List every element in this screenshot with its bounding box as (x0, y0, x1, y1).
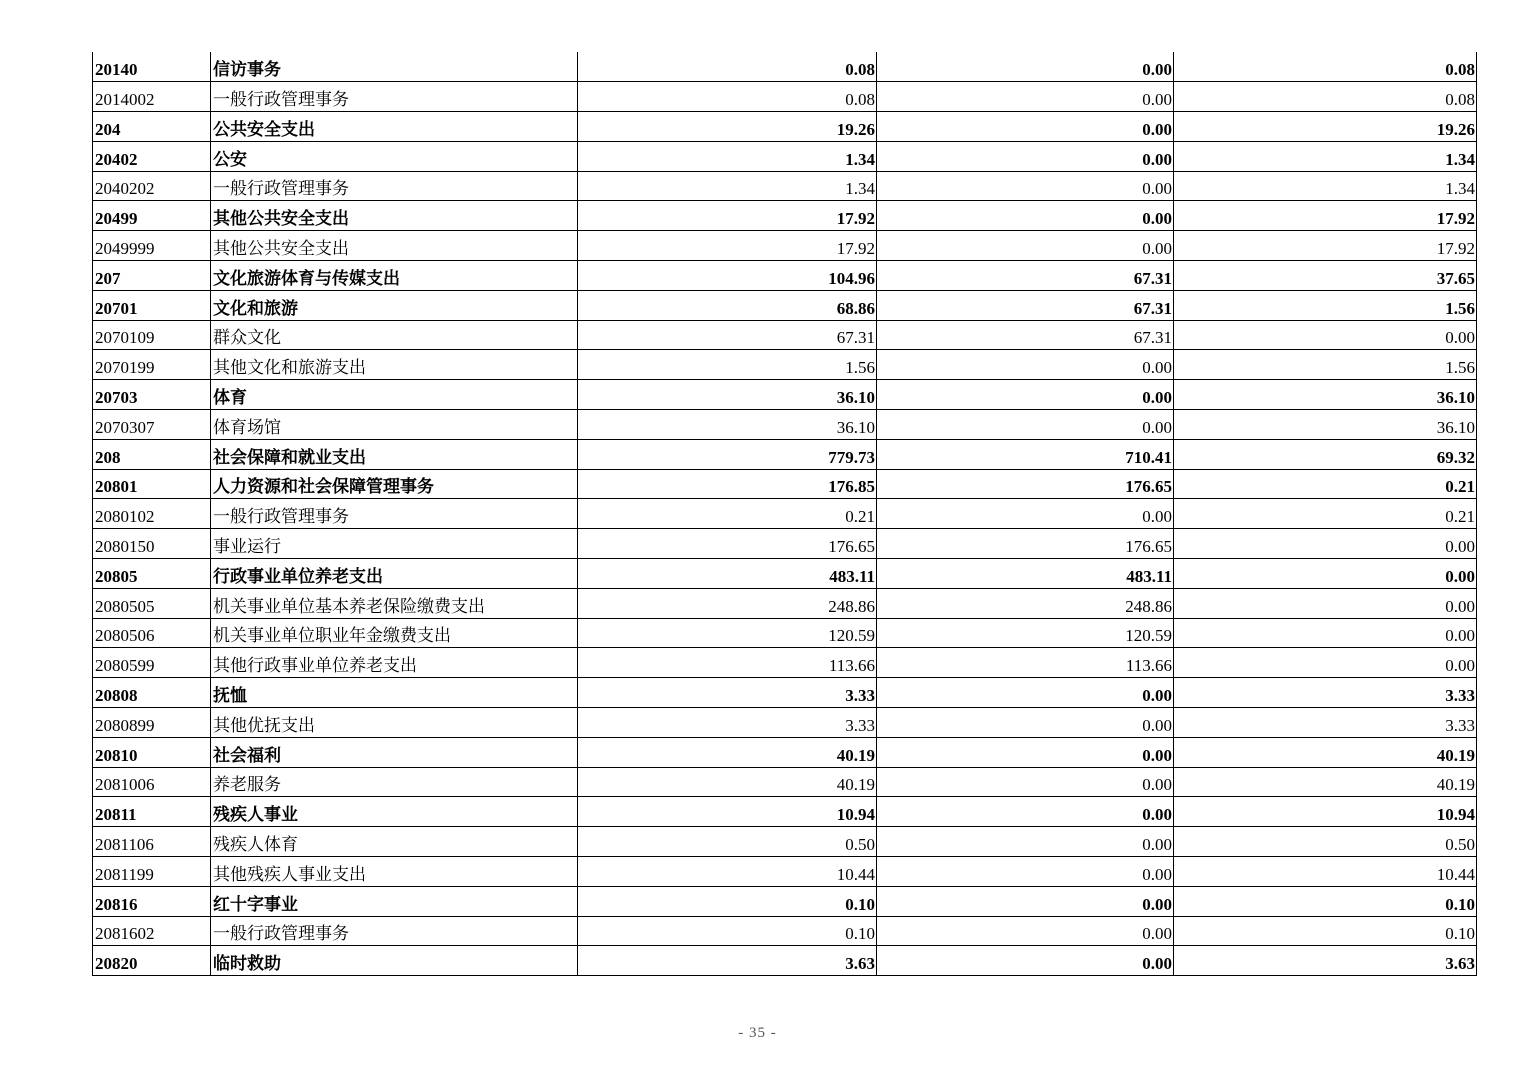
cell-name: 养老服务 (211, 767, 578, 797)
cell-basic: 0.00 (877, 886, 1174, 916)
cell-project: 0.00 (1174, 618, 1477, 648)
cell-code: 204 (93, 112, 211, 142)
cell-basic: 0.00 (877, 231, 1174, 261)
table-row (93, 916, 1477, 946)
table-row (93, 350, 1477, 380)
table-row (93, 946, 1477, 976)
cell-code: 208 (93, 439, 211, 469)
cell-total: 779.73 (578, 439, 877, 469)
cell-total: 113.66 (578, 648, 877, 678)
cell-total: 40.19 (578, 737, 877, 767)
cell-name: 体育场馆 (211, 410, 578, 440)
cell-total: 0.10 (578, 916, 877, 946)
cell-total: 68.86 (578, 290, 877, 320)
cell-code: 2070109 (93, 320, 211, 350)
cell-code: 20703 (93, 380, 211, 410)
cell-project: 69.32 (1174, 439, 1477, 469)
cell-basic: 0.00 (877, 380, 1174, 410)
cell-basic: 0.00 (877, 112, 1174, 142)
cell-project: 3.63 (1174, 946, 1477, 976)
cell-code: 20808 (93, 678, 211, 708)
cell-project: 0.10 (1174, 916, 1477, 946)
table-row (93, 469, 1477, 499)
cell-name: 文化旅游体育与传媒支出 (211, 261, 578, 291)
cell-total: 67.31 (578, 320, 877, 350)
cell-total: 104.96 (578, 261, 877, 291)
cell-total: 17.92 (578, 201, 877, 231)
cell-name: 其他残疾人事业支出 (211, 857, 578, 887)
cell-name: 事业运行 (211, 529, 578, 559)
cell-code: 20499 (93, 201, 211, 231)
cell-name: 公共安全支出 (211, 112, 578, 142)
cell-project: 17.92 (1174, 231, 1477, 261)
cell-basic: 0.00 (877, 857, 1174, 887)
cell-basic: 0.00 (877, 767, 1174, 797)
cell-name: 社会福利 (211, 737, 578, 767)
cell-basic: 67.31 (877, 320, 1174, 350)
cell-total: 19.26 (578, 112, 877, 142)
cell-code: 2081602 (93, 916, 211, 946)
cell-name: 其他文化和旅游支出 (211, 350, 578, 380)
cell-total: 120.59 (578, 618, 877, 648)
cell-total: 1.34 (578, 171, 877, 201)
table-row (93, 588, 1477, 618)
table-row (93, 529, 1477, 559)
table-row (93, 857, 1477, 887)
table-row (93, 618, 1477, 648)
cell-name: 其他公共安全支出 (211, 201, 578, 231)
cell-code: 2081006 (93, 767, 211, 797)
cell-name: 其他优抚支出 (211, 708, 578, 738)
cell-project: 0.21 (1174, 469, 1477, 499)
cell-basic: 0.00 (877, 946, 1174, 976)
cell-name: 红十字事业 (211, 886, 578, 916)
cell-code: 2080102 (93, 499, 211, 529)
cell-basic: 483.11 (877, 559, 1174, 589)
cell-basic: 0.00 (877, 52, 1174, 82)
cell-code: 20701 (93, 290, 211, 320)
cell-project: 0.21 (1174, 499, 1477, 529)
cell-total: 483.11 (578, 559, 877, 589)
cell-code: 2080150 (93, 529, 211, 559)
cell-project: 0.00 (1174, 320, 1477, 350)
cell-total: 0.10 (578, 886, 877, 916)
cell-code: 2080899 (93, 708, 211, 738)
table-row (93, 648, 1477, 678)
cell-name: 机关事业单位基本养老保险缴费支出 (211, 588, 578, 618)
cell-name: 群众文化 (211, 320, 578, 350)
table-row (93, 499, 1477, 529)
cell-name: 一般行政管理事务 (211, 916, 578, 946)
cell-project: 1.56 (1174, 290, 1477, 320)
cell-basic: 0.00 (877, 708, 1174, 738)
cell-basic: 176.65 (877, 529, 1174, 559)
cell-project: 0.08 (1174, 52, 1477, 82)
cell-code: 2081106 (93, 827, 211, 857)
cell-project: 40.19 (1174, 737, 1477, 767)
table-row (93, 290, 1477, 320)
cell-project: 0.00 (1174, 559, 1477, 589)
budget-table (92, 52, 1477, 976)
table-row (93, 708, 1477, 738)
table-row (93, 797, 1477, 827)
cell-code: 2080599 (93, 648, 211, 678)
cell-project: 0.00 (1174, 529, 1477, 559)
cell-basic: 67.31 (877, 261, 1174, 291)
cell-total: 36.10 (578, 380, 877, 410)
table-row (93, 52, 1477, 82)
table-body (93, 52, 1477, 976)
table-row (93, 171, 1477, 201)
cell-name: 其他行政事业单位养老支出 (211, 648, 578, 678)
table-row (93, 380, 1477, 410)
table-row (93, 320, 1477, 350)
cell-name: 一般行政管理事务 (211, 171, 578, 201)
cell-basic: 710.41 (877, 439, 1174, 469)
cell-code: 2070199 (93, 350, 211, 380)
page-number: - 35 - (738, 1025, 777, 1041)
cell-project: 3.33 (1174, 678, 1477, 708)
cell-project: 37.65 (1174, 261, 1477, 291)
cell-basic: 0.00 (877, 499, 1174, 529)
cell-code: 20811 (93, 797, 211, 827)
cell-basic: 176.65 (877, 469, 1174, 499)
cell-total: 0.08 (578, 52, 877, 82)
table-row (93, 141, 1477, 171)
cell-total: 10.44 (578, 857, 877, 887)
cell-basic: 0.00 (877, 171, 1174, 201)
table-row (93, 82, 1477, 112)
cell-code: 2014002 (93, 82, 211, 112)
cell-basic: 0.00 (877, 797, 1174, 827)
cell-code: 2049999 (93, 231, 211, 261)
cell-basic: 67.31 (877, 290, 1174, 320)
cell-name: 行政事业单位养老支出 (211, 559, 578, 589)
cell-project: 0.50 (1174, 827, 1477, 857)
cell-total: 176.85 (578, 469, 877, 499)
cell-total: 36.10 (578, 410, 877, 440)
cell-basic: 0.00 (877, 82, 1174, 112)
cell-total: 0.08 (578, 82, 877, 112)
cell-code: 2040202 (93, 171, 211, 201)
cell-name: 残疾人体育 (211, 827, 578, 857)
cell-total: 1.34 (578, 141, 877, 171)
cell-total: 3.33 (578, 678, 877, 708)
table-row (93, 827, 1477, 857)
table-row (93, 410, 1477, 440)
cell-code: 207 (93, 261, 211, 291)
cell-basic: 0.00 (877, 827, 1174, 857)
cell-name: 残疾人事业 (211, 797, 578, 827)
cell-total: 10.94 (578, 797, 877, 827)
cell-basic: 113.66 (877, 648, 1174, 678)
cell-basic: 0.00 (877, 350, 1174, 380)
cell-project: 19.26 (1174, 112, 1477, 142)
cell-code: 2070307 (93, 410, 211, 440)
cell-total: 40.19 (578, 767, 877, 797)
cell-name: 体育 (211, 380, 578, 410)
cell-total: 0.21 (578, 499, 877, 529)
cell-basic: 0.00 (877, 737, 1174, 767)
budget-table-container (92, 52, 1476, 976)
cell-code: 2080506 (93, 618, 211, 648)
table-row (93, 261, 1477, 291)
cell-name: 公安 (211, 141, 578, 171)
cell-name: 信访事务 (211, 52, 578, 82)
cell-basic: 248.86 (877, 588, 1174, 618)
cell-total: 176.65 (578, 529, 877, 559)
cell-name: 社会保障和就业支出 (211, 439, 578, 469)
cell-project: 0.00 (1174, 648, 1477, 678)
cell-code: 2080505 (93, 588, 211, 618)
cell-code: 20820 (93, 946, 211, 976)
table-row (93, 231, 1477, 261)
cell-project: 3.33 (1174, 708, 1477, 738)
cell-name: 文化和旅游 (211, 290, 578, 320)
cell-code: 20805 (93, 559, 211, 589)
cell-name: 一般行政管理事务 (211, 82, 578, 112)
cell-code: 20810 (93, 737, 211, 767)
cell-name: 抚恤 (211, 678, 578, 708)
cell-project: 17.92 (1174, 201, 1477, 231)
table-row (93, 737, 1477, 767)
cell-name: 人力资源和社会保障管理事务 (211, 469, 578, 499)
cell-project: 10.94 (1174, 797, 1477, 827)
cell-project: 36.10 (1174, 380, 1477, 410)
cell-basic: 0.00 (877, 201, 1174, 231)
table-row (93, 678, 1477, 708)
cell-total: 3.33 (578, 708, 877, 738)
cell-total: 1.56 (578, 350, 877, 380)
table-row (93, 559, 1477, 589)
cell-total: 0.50 (578, 827, 877, 857)
cell-project: 1.34 (1174, 141, 1477, 171)
cell-project: 36.10 (1174, 410, 1477, 440)
cell-project: 1.34 (1174, 171, 1477, 201)
cell-project: 0.08 (1174, 82, 1477, 112)
table-row (93, 112, 1477, 142)
table-row (93, 886, 1477, 916)
cell-project: 0.00 (1174, 588, 1477, 618)
cell-name: 机关事业单位职业年金缴费支出 (211, 618, 578, 648)
cell-code: 2081199 (93, 857, 211, 887)
table-row (93, 767, 1477, 797)
cell-name: 其他公共安全支出 (211, 231, 578, 261)
cell-total: 17.92 (578, 231, 877, 261)
cell-code: 20801 (93, 469, 211, 499)
cell-name: 临时救助 (211, 946, 578, 976)
cell-project: 1.56 (1174, 350, 1477, 380)
cell-basic: 0.00 (877, 141, 1174, 171)
cell-total: 248.86 (578, 588, 877, 618)
cell-project: 40.19 (1174, 767, 1477, 797)
cell-total: 3.63 (578, 946, 877, 976)
cell-name: 一般行政管理事务 (211, 499, 578, 529)
cell-code: 20816 (93, 886, 211, 916)
cell-code: 20402 (93, 141, 211, 171)
table-row (93, 439, 1477, 469)
cell-project: 10.44 (1174, 857, 1477, 887)
cell-project: 0.10 (1174, 886, 1477, 916)
cell-code: 20140 (93, 52, 211, 82)
table-row (93, 201, 1477, 231)
cell-basic: 0.00 (877, 678, 1174, 708)
cell-basic: 0.00 (877, 410, 1174, 440)
cell-basic: 0.00 (877, 916, 1174, 946)
cell-basic: 120.59 (877, 618, 1174, 648)
